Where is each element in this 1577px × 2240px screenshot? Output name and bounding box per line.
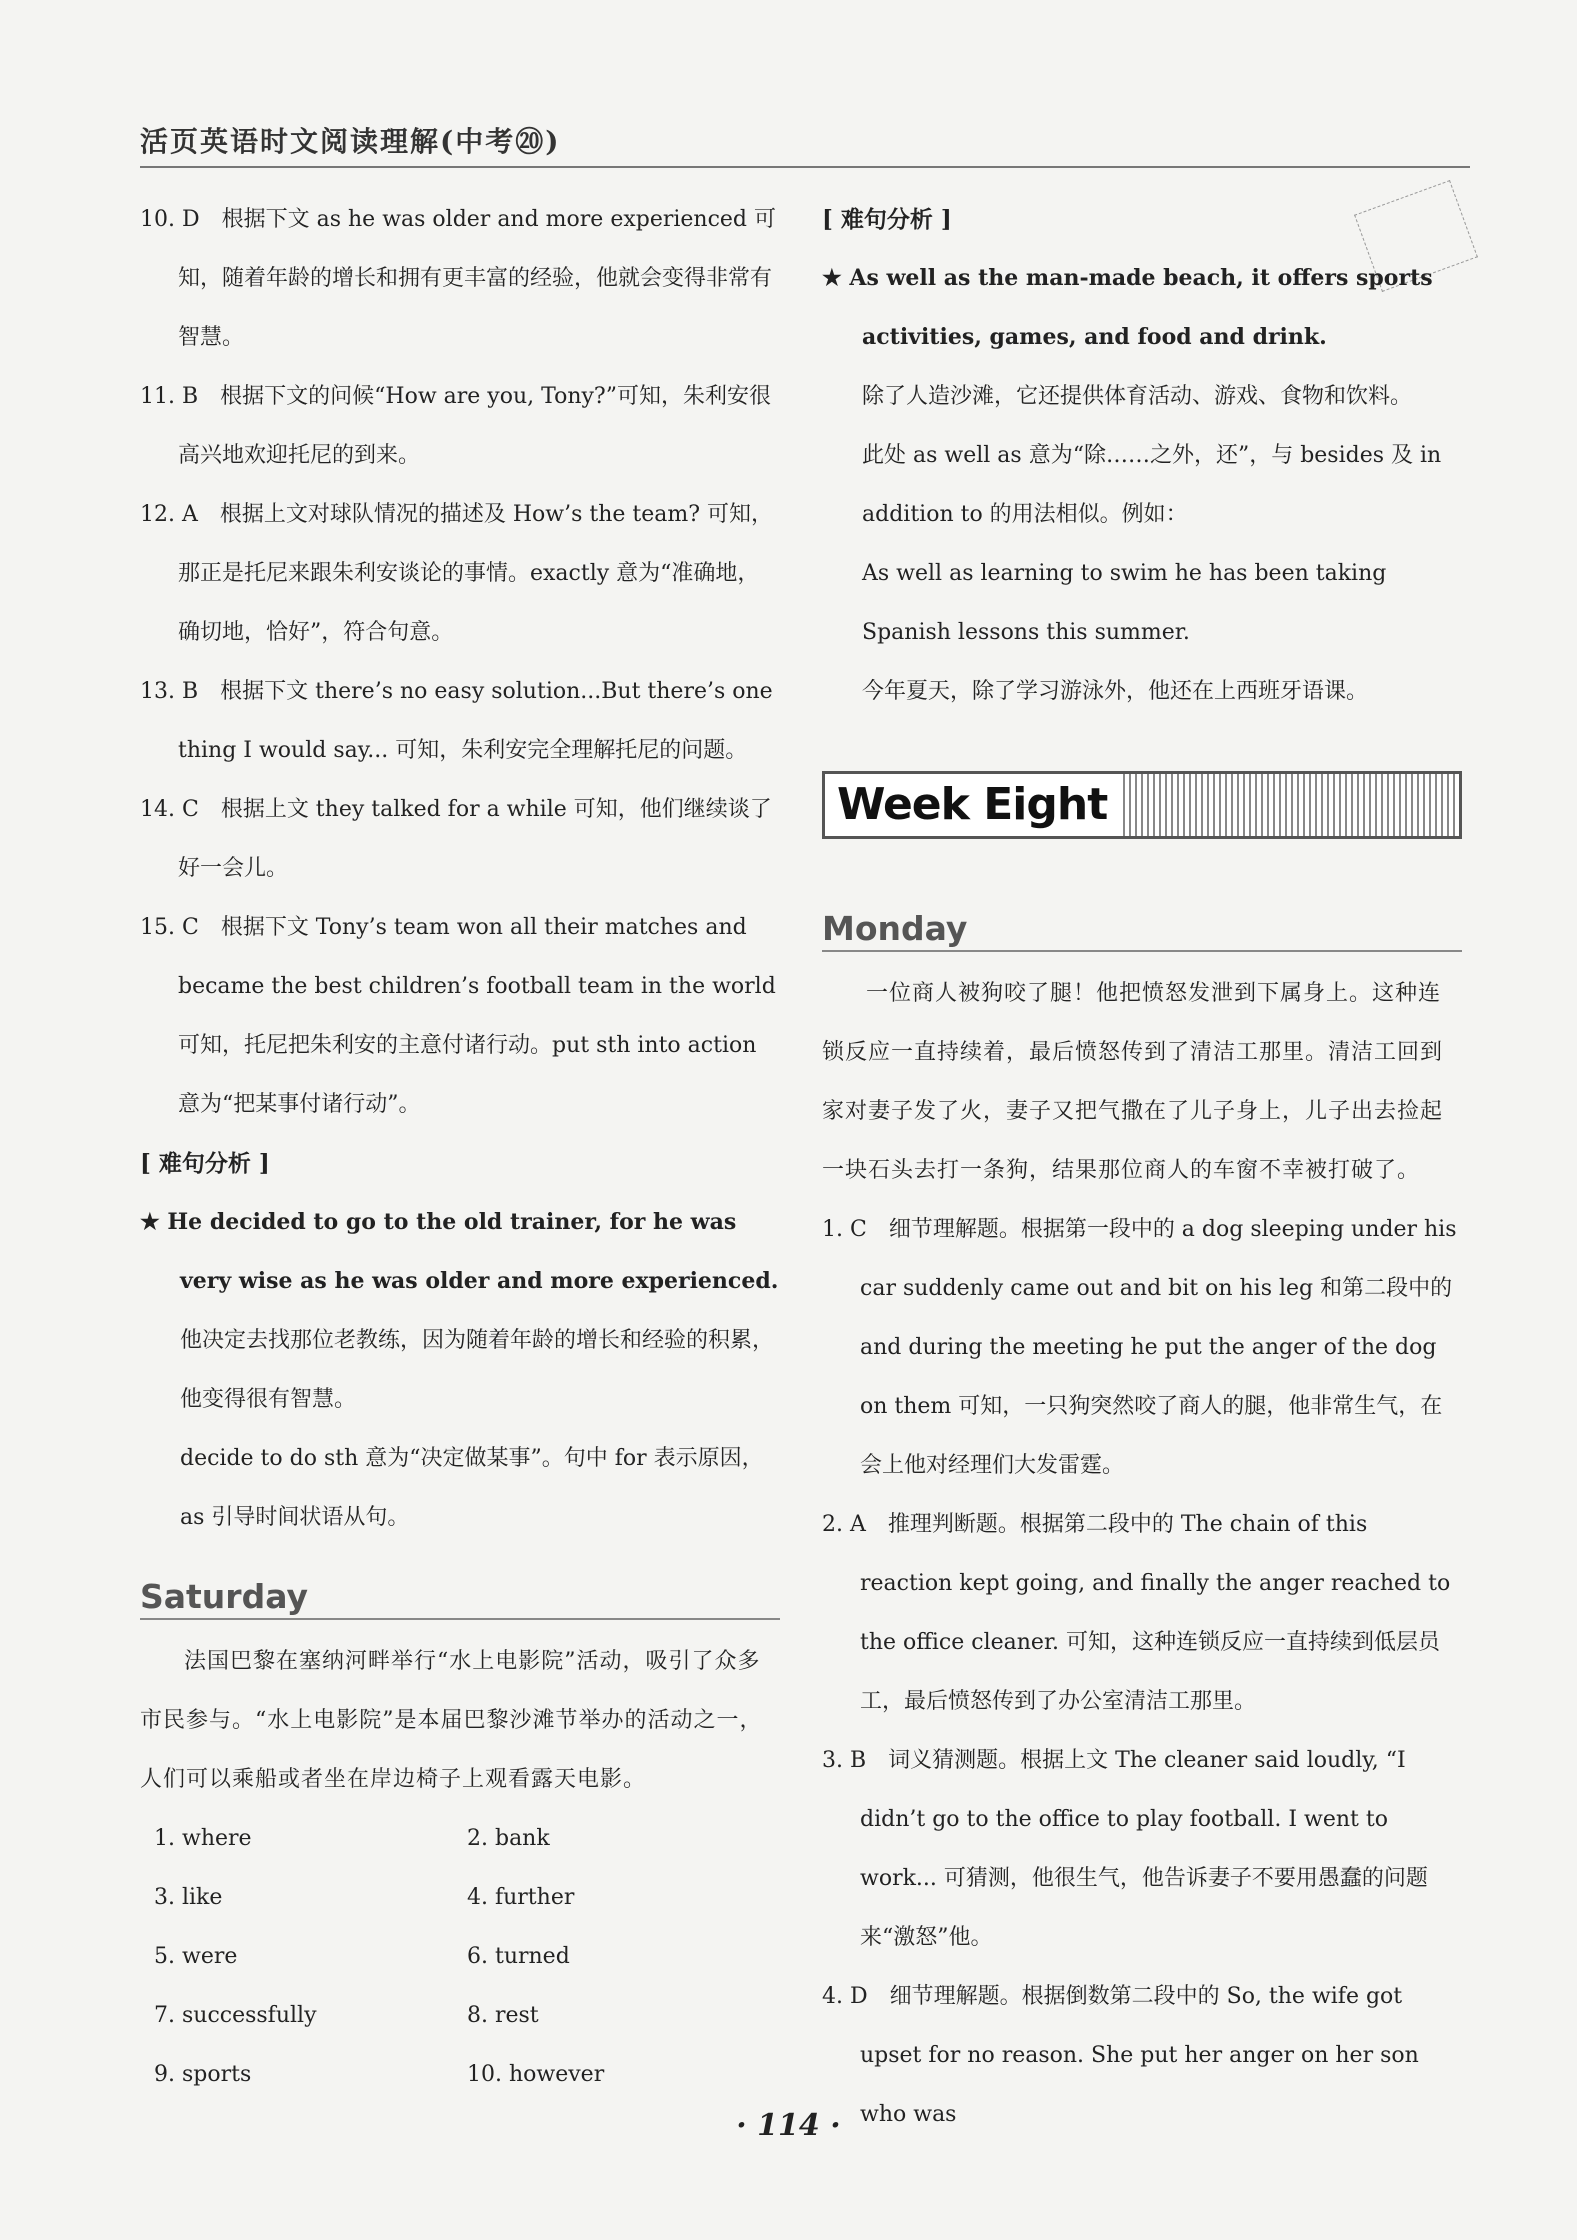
answer-item: 4. D 细节理解题。根据倒数第二段中的 So, the wife got upset for no reason. She put her anger on her son who was	[822, 1984, 1419, 2127]
answer-item: 3. B 词义猜测题。根据上文 The cleaner said loudly, “I didn’t go to the office to play football. I went to work... 可猜测，他很生气，他告诉妻子不要用愚蠢的问题来“激怒”他。	[822, 1748, 1428, 1950]
analysis-line: 今年夏天，除了学习游泳外，他还在上西班牙语课。	[862, 679, 1369, 704]
analysis-line: As well as learning to swim he has been taking Spanish lessons this summer.	[862, 561, 1387, 645]
answer-grid	[140, 1809, 780, 2104]
answer-cell: 9. sports	[154, 2062, 252, 2087]
left-column	[140, 190, 780, 2104]
answer-cell: 7. successfully	[154, 2003, 317, 2028]
answer-item: 14. C 根据上文 they talked for a while 可知，他们继续谈了好一会儿。	[140, 797, 772, 881]
answer-item: 12. A 根据上文对球队情况的描述及 How’s the team? 可知，那正是托尼来跟朱利安谈论的事情。exactly 意为“准确地，确切地，恰好”，符合句意。	[140, 502, 774, 645]
section-title-saturday: Saturday	[140, 1577, 780, 1620]
book-title: 活页英语时文阅读理解(中考⑳)	[140, 125, 561, 158]
answer-item: 10. D 根据下文 as he was older and more experienced 可知，随着年龄的增长和拥有更丰富的经验，他就会变得非常有智慧。	[140, 207, 777, 350]
answer-cell: 10. however	[467, 2062, 605, 2087]
analysis-line: 此处 as well as 意为“除……之外，还”，与 besides 及 in addition to 的用法相似。例如：	[862, 443, 1442, 527]
answer-item: 2. A 推理判断题。根据第二段中的 The chain of this reaction kept going, and finally the anger reached to the office cleaner. 可知，这种连锁反应一直持续到低层员工，最后愤怒传到了办公室清洁工那里。	[822, 1512, 1451, 1714]
answer-cell: 6. turned	[467, 1944, 570, 1969]
difficult-sentence: ★ He decided to go to the old trainer, for he was very wise as he was older and more experienced.	[140, 1209, 779, 1294]
analysis-line: 他决定去找那位老教练，因为随着年龄的增长和经验的积累，他变得很有智慧。	[180, 1328, 775, 1412]
answer-cell: 1. where	[154, 1826, 252, 1851]
answer-item: 13. B 根据下文 there’s no easy solution...But there’s one thing I would say... 可知，朱利安完全理解托尼的问题。	[140, 679, 773, 763]
section-title-monday: Monday	[822, 909, 1462, 952]
week-banner	[822, 771, 1462, 839]
answer-cell: 3. like	[154, 1885, 223, 1910]
difficult-sentence-heading: [ 难句分析 ]	[822, 206, 952, 233]
week-banner-label: Week Eight	[825, 774, 1123, 836]
difficult-sentence-heading: [ 难句分析 ]	[140, 1150, 270, 1177]
section-summary: 法国巴黎在塞纳河畔举行“水上电影院”活动，吸引了众多市民参与。“水上电影院”是本届巴黎沙滩节举办的活动之一，人们可以乘船或者坐在岸边椅子上观看露天电影。	[140, 1649, 763, 1792]
analysis-line: 除了人造沙滩，它还提供体育活动、游戏、食物和饮料。	[862, 384, 1413, 409]
page-number: · 114 ·	[736, 2108, 841, 2143]
answer-cell: 5. were	[154, 1944, 238, 1969]
analysis-line: decide to do sth 意为“决定做某事”。句中 for 表示原因，as 引导时间状语从句。	[180, 1446, 764, 1530]
answer-item: 11. B 根据下文的问候“How are you, Tony?”可知，朱利安很高兴地欢迎托尼的到来。	[140, 384, 771, 468]
page-header	[140, 120, 1470, 168]
answer-cell: 4. further	[467, 1885, 575, 1910]
answer-cell: 8. rest	[467, 2003, 539, 2028]
right-column	[822, 190, 1462, 2144]
answer-item: 1. C 细节理解题。根据第一段中的 a dog sleeping under his car suddenly came out and bit on his leg 和第二段中的 and during the meeting he put the anger of the dog on them 可知，一只狗突然咬了商人的腿，他非常生气，在会上他对经理们大发雷霆。	[822, 1217, 1457, 1478]
answer-cell: 2. bank	[467, 1826, 550, 1851]
difficult-sentence: ★ As well as the man-made beach, it offers sports activities, games, and food and drink.	[822, 265, 1433, 350]
section-summary: 一位商人被狗咬了腿！他把愤怒发泄到下属身上。这种连锁反应一直持续着，最后愤怒传到了清洁工那里。清洁工回到家对妻子发了火，妻子又把气撒在了儿子身上，儿子出去捡起一块石头去打一条狗，结果那位商人的车窗不幸被打破了。	[822, 981, 1444, 1183]
answer-item: 15. C 根据下文 Tony’s team won all their matches and became the best children’s football team in the world 可知，托尼把朱利安的主意付诸行动。put sth into action 意为“把某事付诸行动”。	[140, 915, 776, 1117]
